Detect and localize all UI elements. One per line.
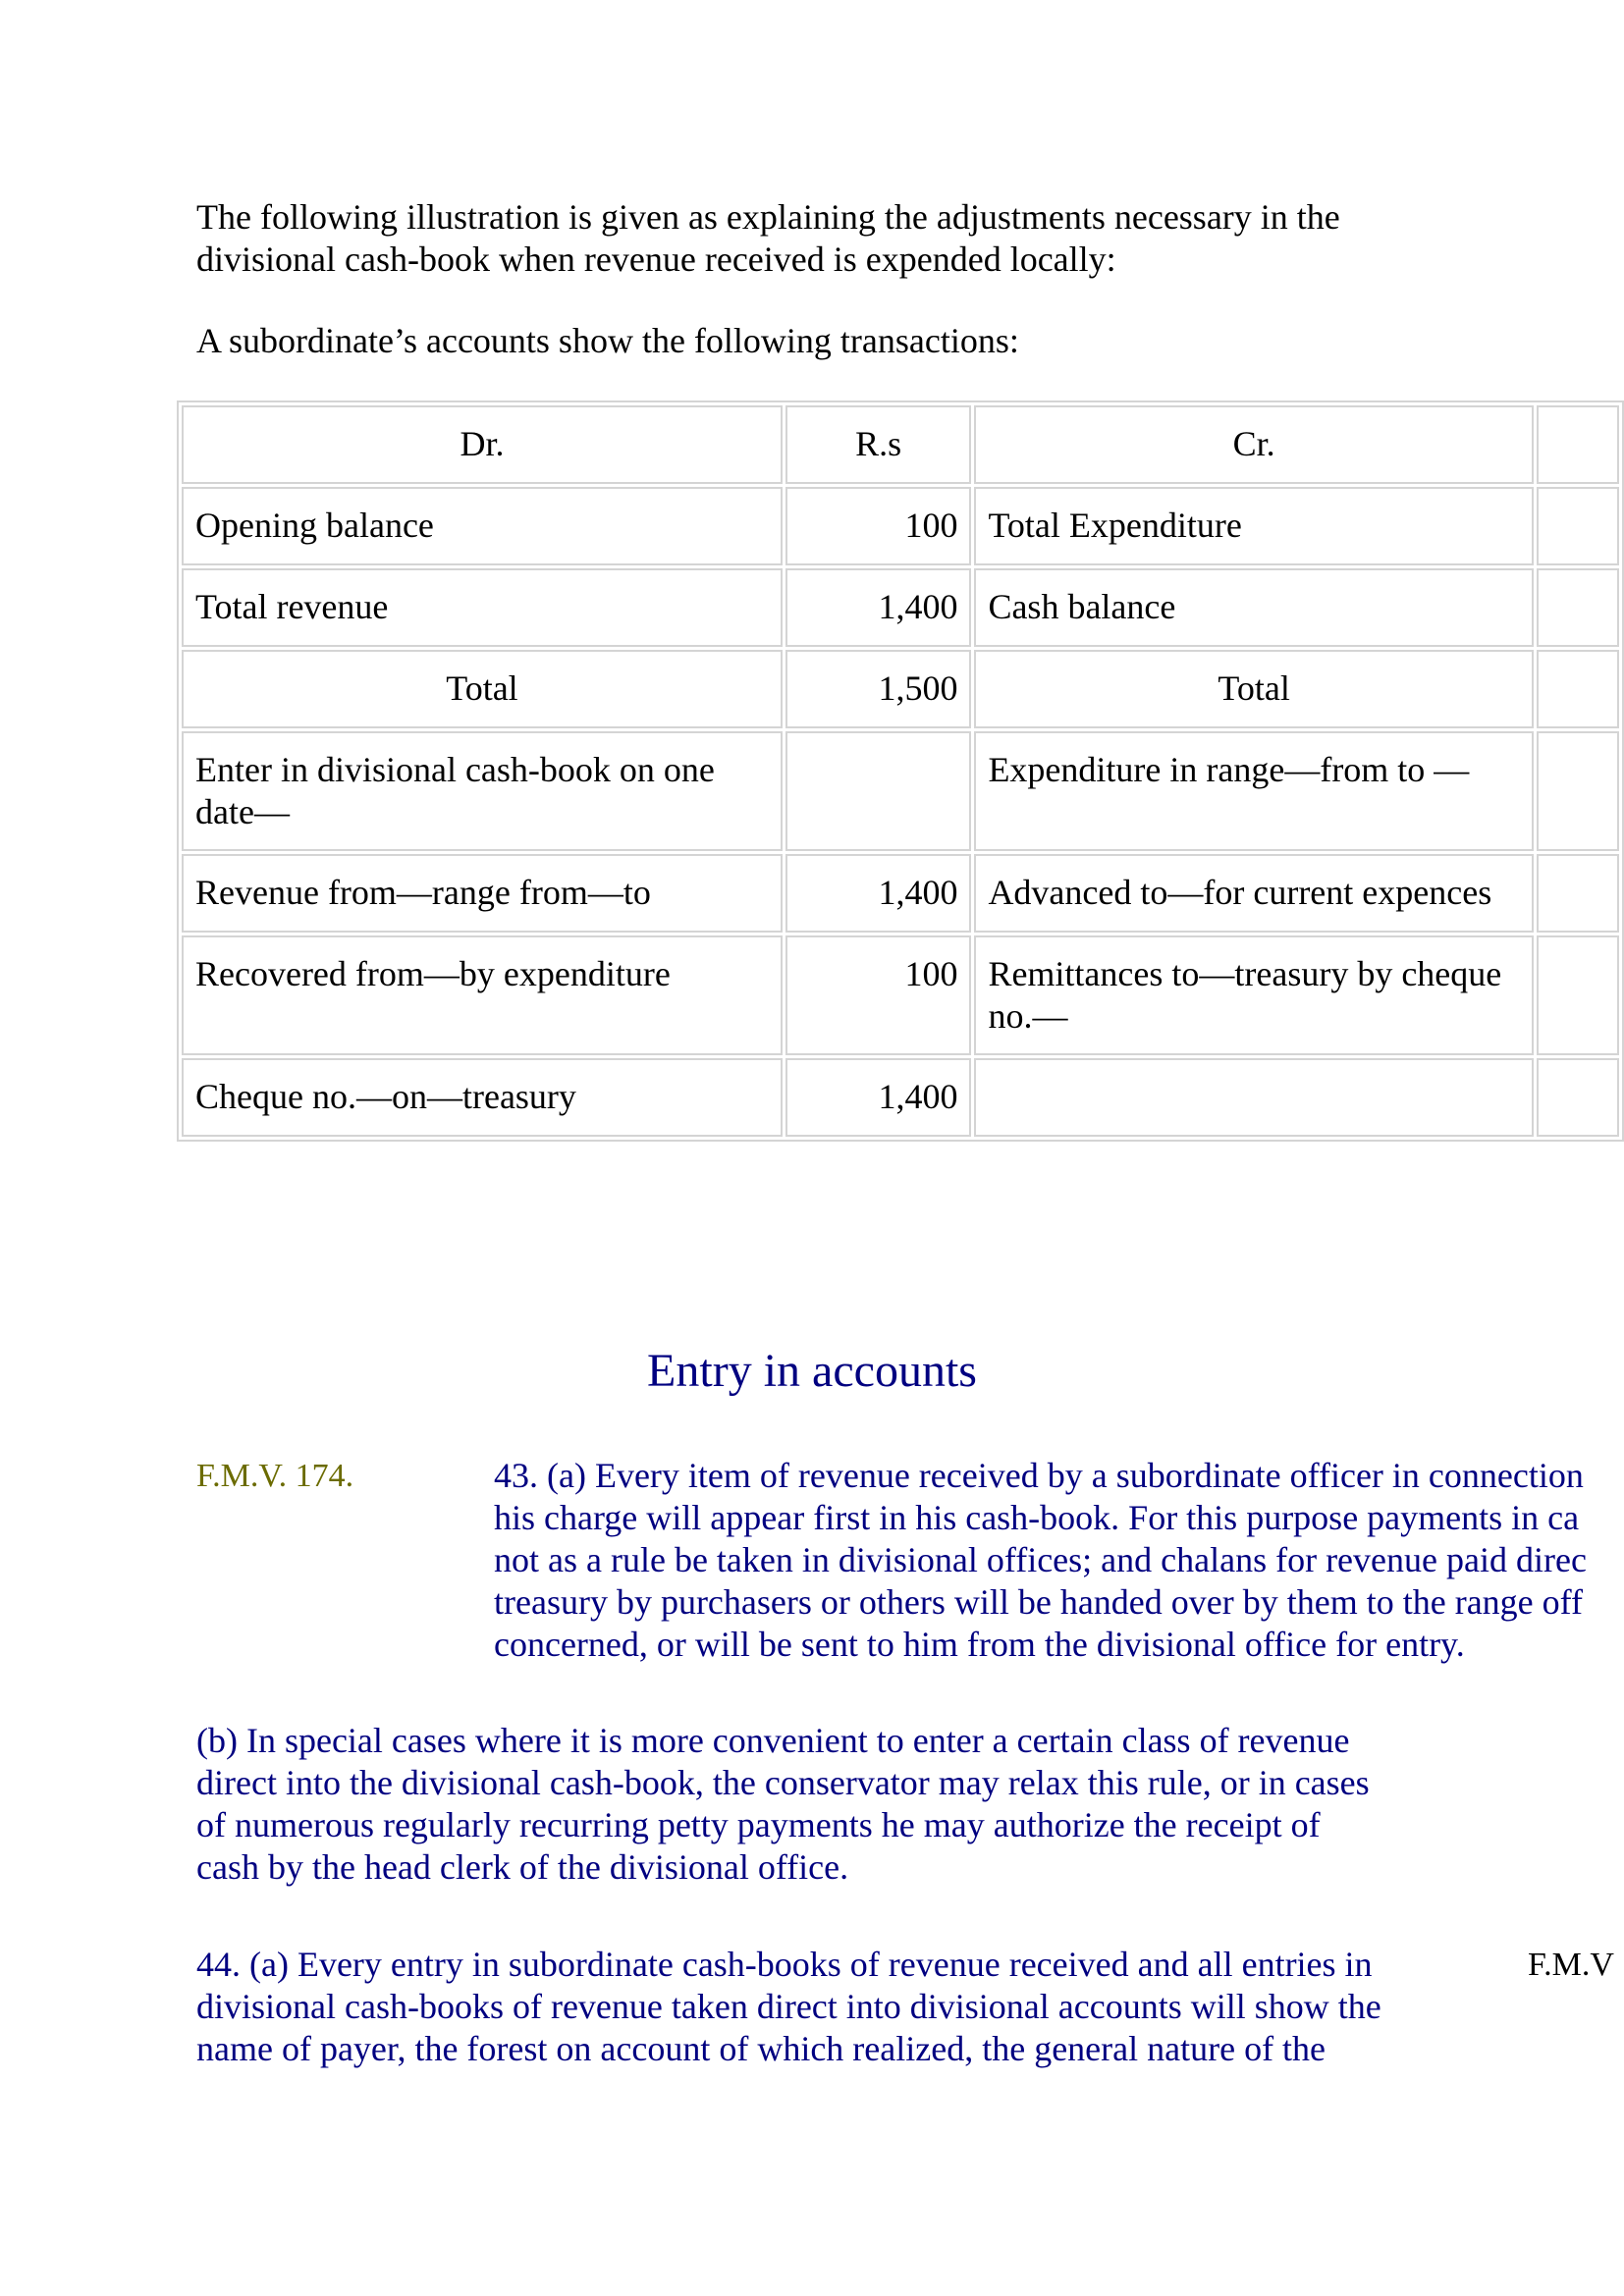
transactions-table bbox=[177, 400, 1624, 1142]
extra-cell bbox=[1537, 487, 1619, 565]
para-43a-line: his charge will appear first in his cash-book. For this purpose payments in ca bbox=[494, 1498, 1580, 1537]
margin-note-fmv: F.M.V bbox=[1528, 1947, 1614, 1983]
amount-cell: 100 bbox=[785, 487, 972, 565]
amount-cell: 1,400 bbox=[785, 568, 972, 647]
table-header-row bbox=[182, 405, 1619, 484]
para-43b-line: (b) In special cases where it is more convenient to enter a certain class of revenue bbox=[196, 1721, 1350, 1760]
intro-line-2: divisional cash-book when revenue received is expended locally: bbox=[196, 240, 1116, 279]
section-heading-text: Entry in accounts bbox=[647, 1345, 977, 1397]
extra-cell bbox=[1537, 1058, 1619, 1137]
dr-cell: Recovered from—by expenditure bbox=[182, 935, 783, 1055]
extra-cell bbox=[1537, 650, 1619, 728]
cr-total-cell: Total bbox=[974, 650, 1533, 728]
cr-cell: Total Expenditure bbox=[974, 487, 1533, 565]
margin-note-fmv-174: F.M.V. 174. bbox=[196, 1458, 354, 1494]
cr-cell: Cash balance bbox=[974, 568, 1533, 647]
dr-line-2: date— bbox=[195, 792, 290, 831]
para-44a-line: 44. (a) Every entry in subordinate cash-books of revenue received and all entries in bbox=[196, 1945, 1373, 1984]
dr-cell: Revenue from—range from—to bbox=[182, 854, 783, 933]
dr-cell bbox=[182, 731, 783, 851]
table-row bbox=[182, 487, 1619, 565]
extra-cell bbox=[1537, 935, 1619, 1055]
cr-cell: Expenditure in range—from to — bbox=[974, 731, 1533, 851]
intro-paragraph bbox=[196, 196, 1434, 281]
transactions-intro: A subordinate’s accounts show the following transactions: bbox=[196, 321, 1019, 360]
extra-cell bbox=[1537, 854, 1619, 933]
header-cr: Cr. bbox=[974, 405, 1533, 484]
para-43a-line: not as a rule be taken in divisional offices; and chalans for revenue paid direc bbox=[494, 1540, 1587, 1579]
amount-cell: 100 bbox=[785, 935, 972, 1055]
cr-cell bbox=[974, 1058, 1533, 1137]
amount-cell: 1,500 bbox=[785, 650, 972, 728]
header-extra bbox=[1537, 405, 1619, 484]
intro-line-1: The following illustration is given as explaining the adjustments necessary in the bbox=[196, 197, 1340, 237]
cr-line-1: Remittances to—treasury by cheque bbox=[988, 954, 1502, 993]
header-dr: Dr. bbox=[182, 405, 783, 484]
para-44a-line: divisional cash-books of revenue taken direct into divisional accounts will show the bbox=[196, 1987, 1381, 2026]
amount-cell bbox=[785, 731, 972, 851]
amount-cell: 1,400 bbox=[785, 854, 972, 933]
para-43a-line: 43. (a) Every item of revenue received by a subordinate officer in connection bbox=[494, 1456, 1584, 1495]
paragraph-44a bbox=[196, 1944, 1453, 2070]
dr-total-cell: Total bbox=[182, 650, 783, 728]
para-44a-line: name of payer, the forest on account of which realized, the general nature of the bbox=[196, 2029, 1326, 2068]
para-43a-line: concerned, or will be sent to him from the divisional office for entry. bbox=[494, 1625, 1465, 1664]
cr-cell bbox=[974, 935, 1533, 1055]
table-row bbox=[182, 650, 1619, 728]
para-43b-line: cash by the head clerk of the divisional office. bbox=[196, 1847, 849, 1887]
header-rs: R.s bbox=[785, 405, 972, 484]
cr-line-2: no.— bbox=[988, 996, 1068, 1036]
cr-cell: Advanced to—for current expences bbox=[974, 854, 1533, 933]
para-43a-line: treasury by purchasers or others will be handed over by them to the range off bbox=[494, 1582, 1583, 1622]
para-43b-line: direct into the divisional cash-book, the conservator may relax this rule, or in cases bbox=[196, 1763, 1370, 1802]
dr-line-1: Enter in divisional cash-book on one bbox=[195, 750, 715, 789]
extra-cell bbox=[1537, 568, 1619, 647]
section-heading bbox=[0, 1343, 1624, 1400]
dr-cell: Cheque no.—on—treasury bbox=[182, 1058, 783, 1137]
table-row bbox=[182, 731, 1619, 851]
extra-cell bbox=[1537, 731, 1619, 851]
paragraph-43a bbox=[494, 1455, 1624, 1666]
dr-cell: Total revenue bbox=[182, 568, 783, 647]
table-row bbox=[182, 935, 1619, 1055]
paragraph-43b bbox=[196, 1720, 1434, 1889]
table-row bbox=[182, 1058, 1619, 1137]
dr-cell: Opening balance bbox=[182, 487, 783, 565]
amount-cell: 1,400 bbox=[785, 1058, 972, 1137]
table-row bbox=[182, 854, 1619, 933]
table-row bbox=[182, 568, 1619, 647]
para-43b-line: of numerous regularly recurring petty payments he may authorize the receipt of bbox=[196, 1805, 1321, 1844]
